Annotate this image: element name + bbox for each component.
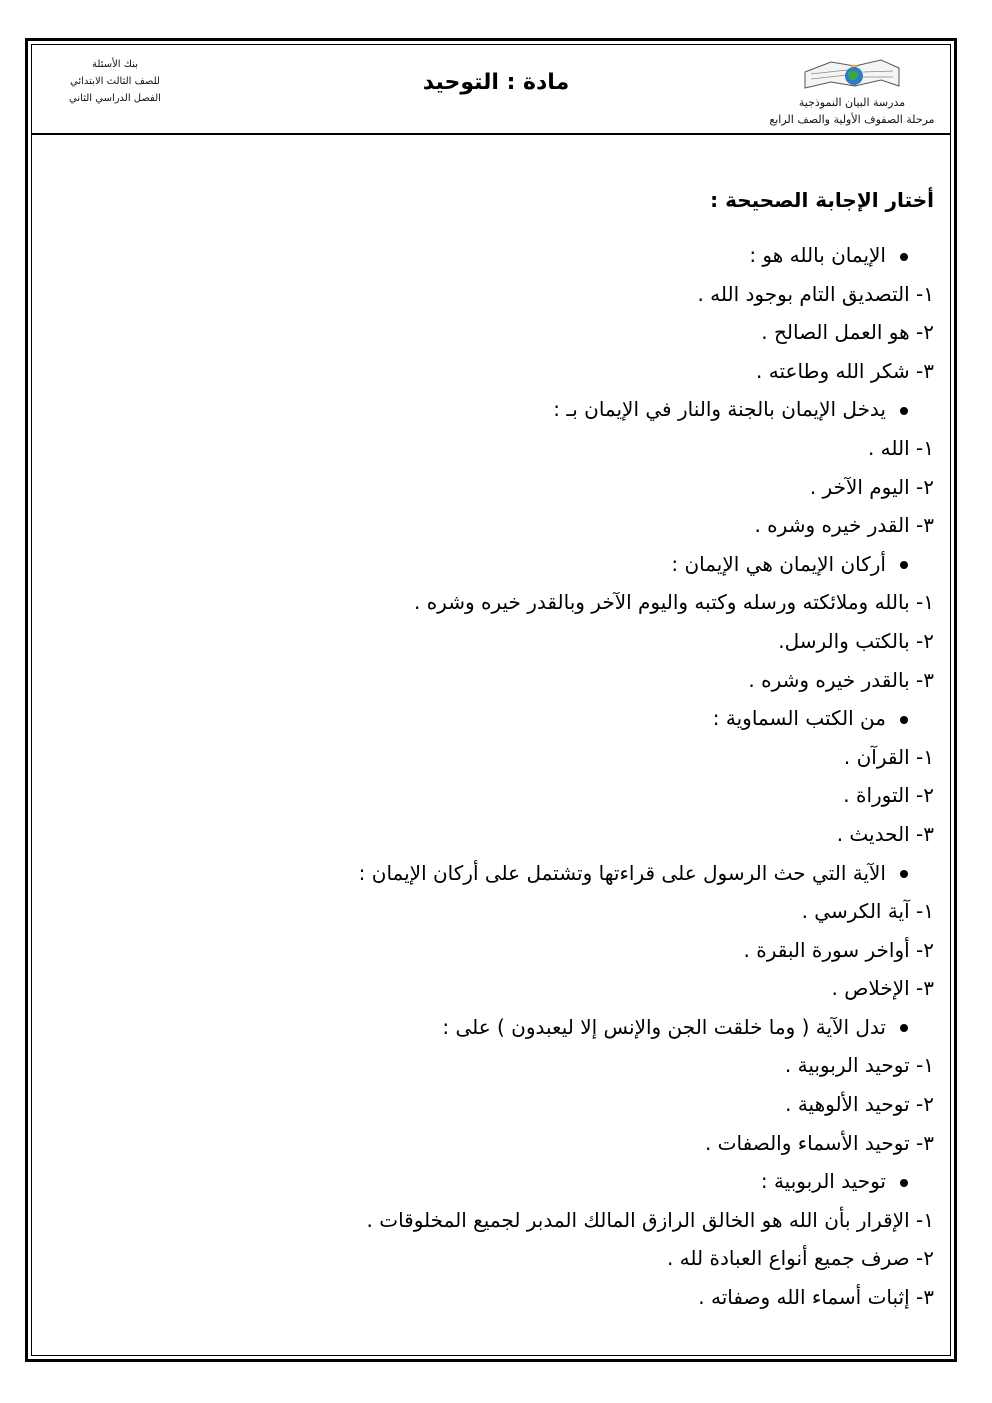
answer-option: ٣- بالقدر خيره وشره . xyxy=(748,667,934,692)
answer-option: ١- القرآن . xyxy=(843,744,934,769)
instruction-heading: أختار الإجابة الصحيحة : xyxy=(710,188,934,212)
answer-option: ٢- اليوم الآخر . xyxy=(809,474,934,499)
school-header xyxy=(752,52,952,128)
school-name: مدرسة البيان النموذجية xyxy=(798,96,906,109)
answer-option: ١- بالله وملائكته ورسله وكتبه واليوم الآخر وبالقدر خيره وشره . xyxy=(413,590,934,615)
question-text: أركان الإيمان هي الإيمان : xyxy=(671,551,886,576)
answer-option: ٢- صرف جميع أنواع العبادة لله . xyxy=(666,1246,934,1271)
semester-label: الفصل الدراسي الثاني xyxy=(69,93,161,104)
answer-option: ٣- الإخلاص . xyxy=(831,976,934,1001)
bullet-icon xyxy=(900,716,908,724)
answer-option: ١- التصديق التام بوجود الله . xyxy=(697,281,934,306)
subject-title: مادة : التوحيد xyxy=(422,70,570,95)
question-item xyxy=(74,390,934,429)
answer-option: ٢- التوراة . xyxy=(843,783,934,808)
question-item xyxy=(74,1162,934,1201)
question-item xyxy=(74,236,934,275)
answer-option: ١- الله . xyxy=(867,435,934,460)
answer-option: ٣- الحديث . xyxy=(836,821,934,846)
bullet-icon xyxy=(900,561,908,569)
question-text: تدل الآية ( وما خلقت الجن والإنس إلا ليعبدون ) على : xyxy=(442,1014,886,1039)
question-text: الآية التي حث الرسول على قراءتها وتشتمل على أركان الإيمان : xyxy=(358,860,886,885)
answer-option: ١- توحيد الربوبية . xyxy=(784,1053,934,1078)
answer-option: ١- الإقرار بأن الله هو الخالق الرازق المالك المدبر لجميع المخلوقات . xyxy=(366,1207,934,1232)
question-item xyxy=(74,699,934,738)
bullet-icon xyxy=(900,1179,908,1187)
bullet-icon xyxy=(900,1024,908,1032)
answer-option: ٢- بالكتب والرسل. xyxy=(778,628,934,653)
school-stage: مرحلة الصفوف الأولية والصف الرابع xyxy=(769,113,935,126)
answer-option: ١- آية الكرسي . xyxy=(801,899,934,924)
question-item xyxy=(74,545,934,584)
question-item xyxy=(74,854,934,893)
bullet-icon xyxy=(900,870,908,878)
question-text: توحيد الربوبية : xyxy=(760,1169,886,1194)
question-list xyxy=(74,236,934,1317)
school-logo-icon xyxy=(797,52,907,94)
answer-option: ٣- إثبات أسماء الله وصفاته . xyxy=(698,1285,934,1310)
bank-title: بنك الأسئلة xyxy=(92,59,138,70)
answer-option: ٢- توحيد الألوهية . xyxy=(785,1092,934,1117)
answer-option: ٣- توحيد الأسماء والصفات . xyxy=(704,1130,934,1155)
question-bank-info xyxy=(50,56,180,107)
grade-label: للصف الثالث الابتدائي xyxy=(70,76,160,87)
question-text: الإيمان بالله هو : xyxy=(749,243,886,267)
question-text: من الكتب السماوية : xyxy=(712,706,886,731)
answer-option: ٣- القدر خيره وشره . xyxy=(754,513,934,538)
answer-option: ٢- هو العمل الصالح . xyxy=(761,320,934,345)
question-text: يدخل الإيمان بالجنة والنار في الإيمان بـ : xyxy=(553,397,886,422)
answer-option: ٣- شكر الله وطاعته . xyxy=(756,358,934,383)
question-item xyxy=(74,1008,934,1047)
questions-section xyxy=(74,182,934,1317)
bullet-icon xyxy=(900,253,908,261)
header-divider xyxy=(31,133,951,135)
bullet-icon xyxy=(900,407,908,415)
answer-option: ٢- أواخر سورة البقرة . xyxy=(743,937,934,962)
